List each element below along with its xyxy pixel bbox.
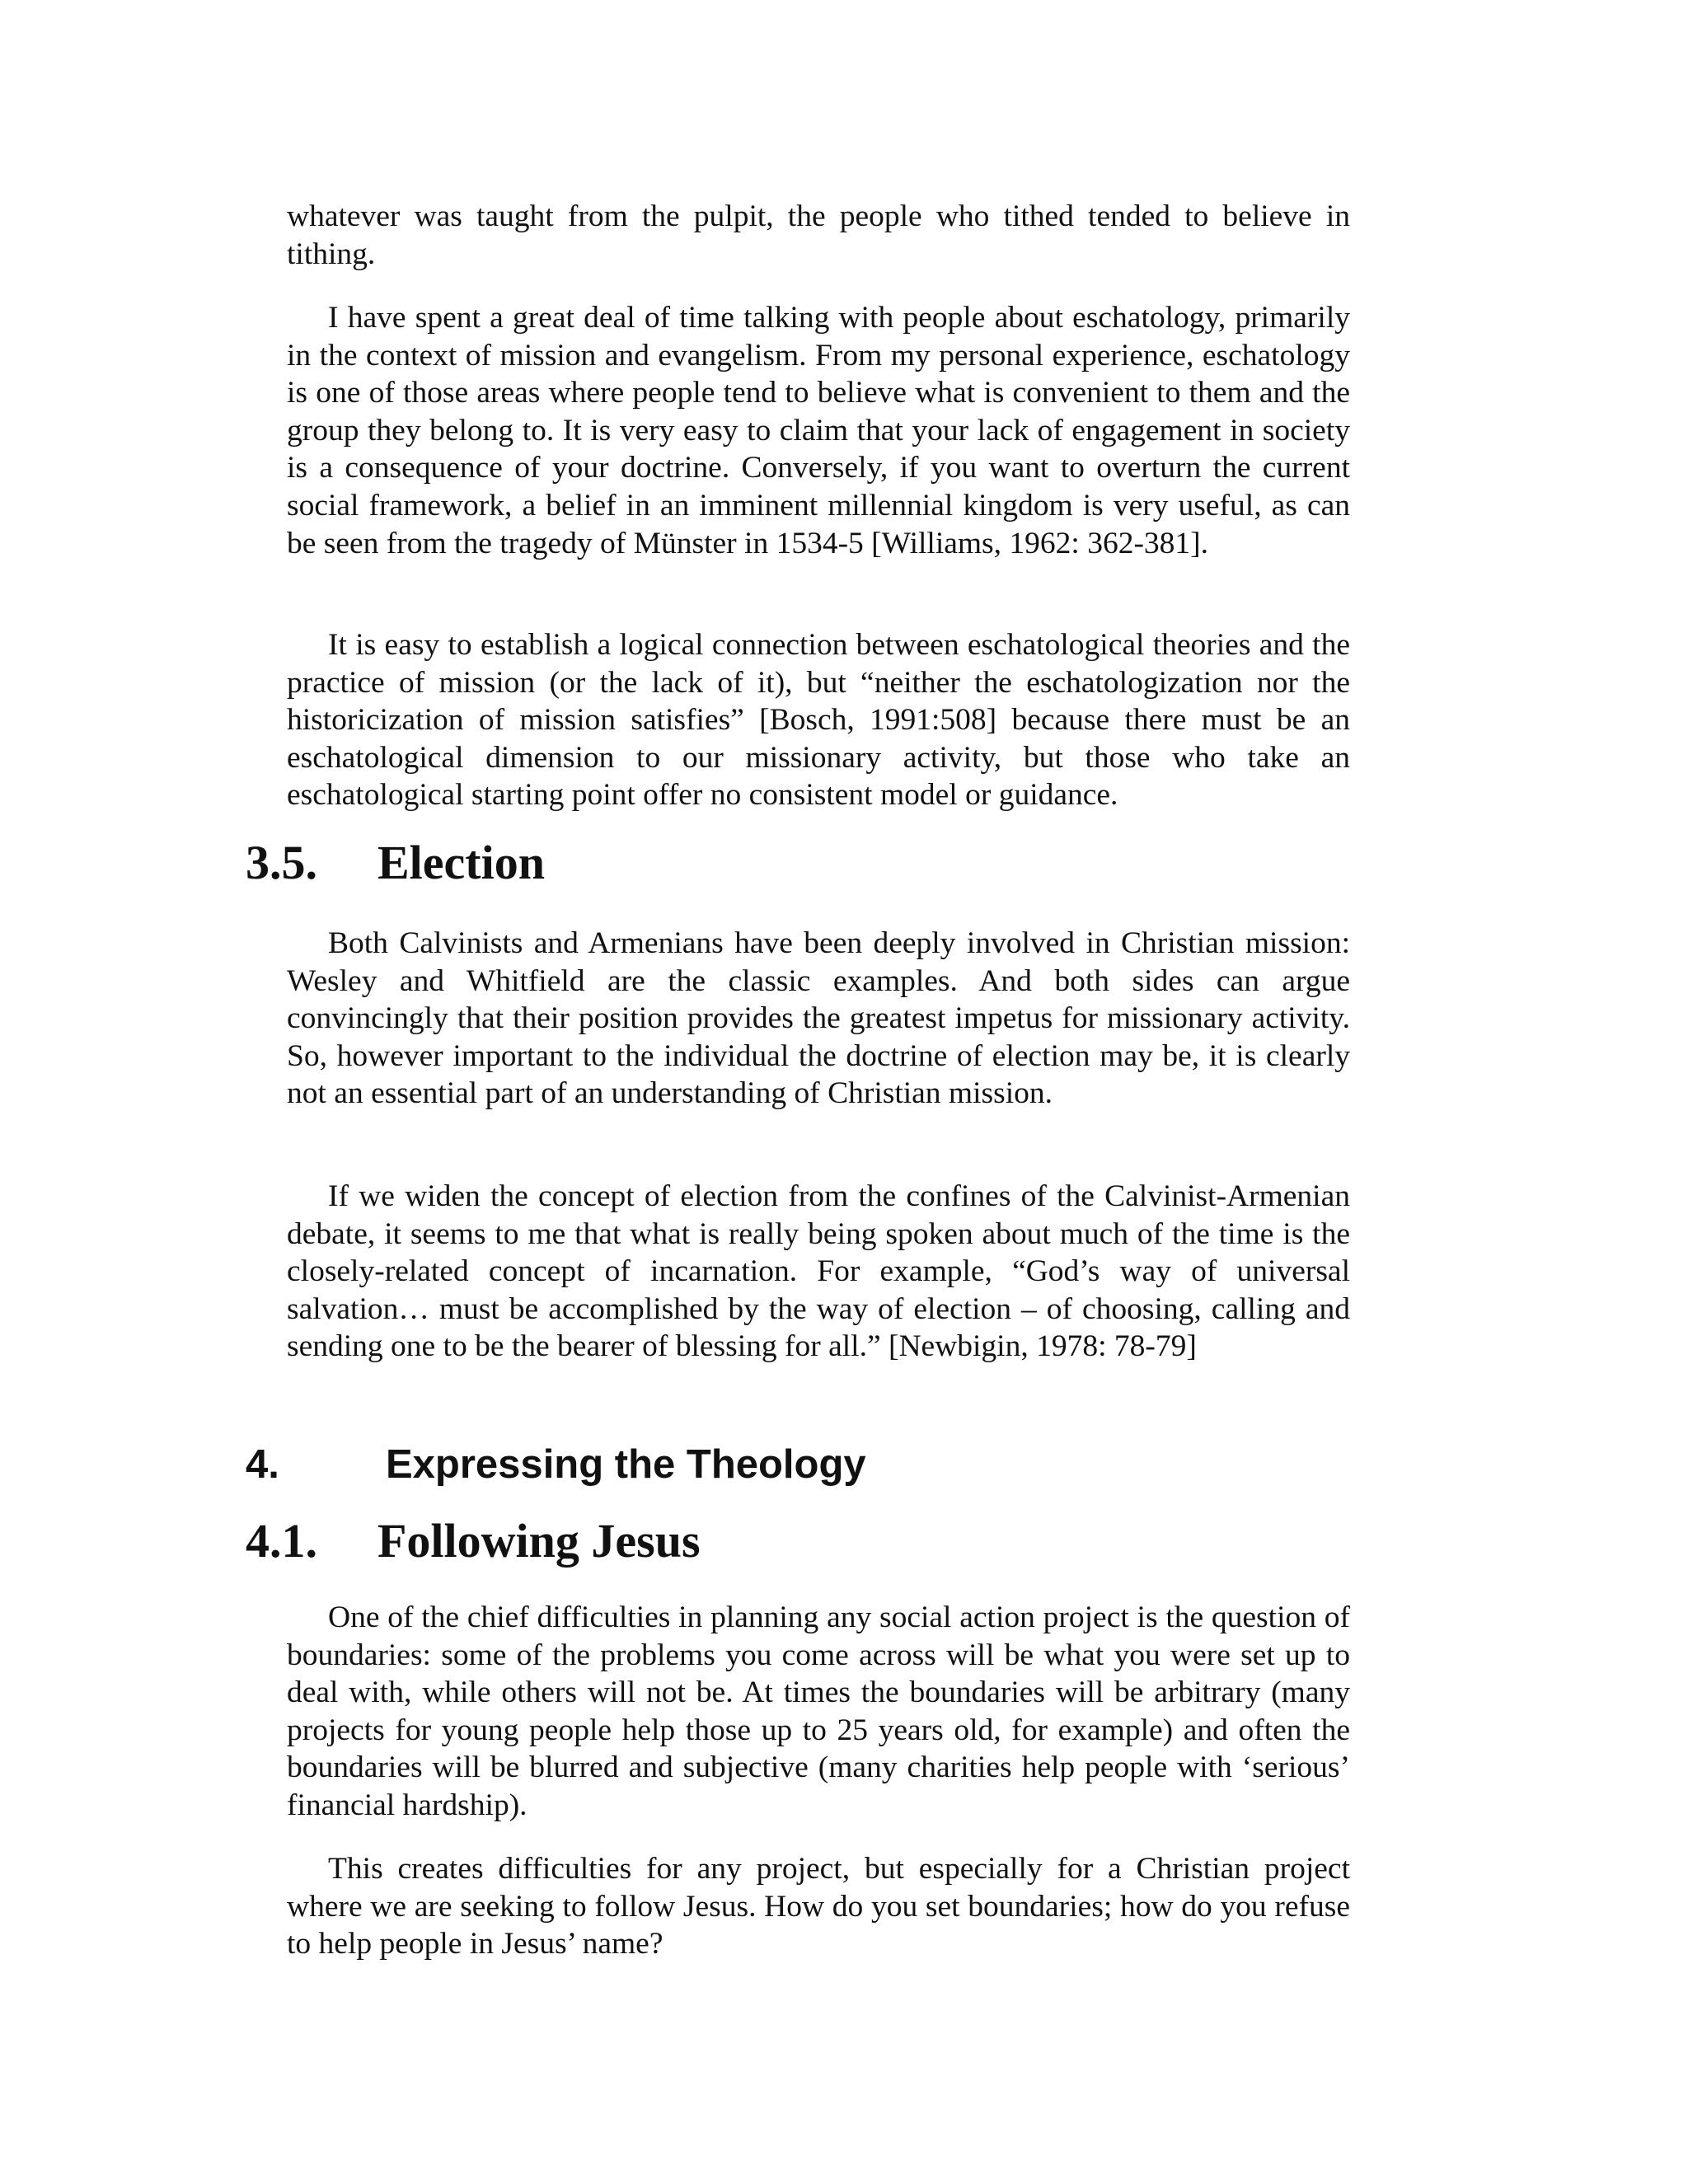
paragraph-eschatology-experience: I have spent a great deal of time talking with people about eschatology, primarily in the context of mission and evangelism. From my personal experience, eschatology is one of those areas where people tend to believe what is convenient to them and the group they belong to. It is very easy to claim that your lack of engagement in society is a consequence of your doctrine. Conversely, if you want to overturn the current social framework, a belief in an imminent millennial kingdom is very useful, as can be seen from the tragedy of Münster in 1534-5 [Williams, 1962: 362-381].	[287, 301, 1350, 560]
chapter-heading-expressing-theology	[246, 1440, 866, 1489]
paragraph-eschatology-mission: It is easy to establish a logical connection between eschatological theories and the practice of mission (or the lack of it), but “neither the eschatologization nor the historicization of mission satisfies” [Bosch, 1991:508] because there must be an eschatological dimension to our missionary activity, but those who take an eschatological starting point offer no consistent model or guidance.	[287, 628, 1350, 813]
chapter-title: Expressing the Theology	[386, 1442, 866, 1487]
section-title: Following Jesus	[377, 1514, 701, 1568]
paragraph-election-incarnation: If we widen the concept of election from the confines of the Calvinist-Armenian debate, it seems to me that what is really being spoken about much of the time is the closely-related concept of incarnation. For example, “God’s way of universal salvation… must be accomplished by the way of election – of choosing, calling and sending one to be the bearer of blessing for all.” [Newbigin, 1978: 78-79]	[287, 1179, 1350, 1364]
paragraph-christian-project: This creates difficulties for any project, but especially for a Christian project where we are seeking to follow Jesus. How do you set boundaries; how do you refuse to help people in Jesus’ name?	[287, 1852, 1350, 1961]
paragraph-calvinists-armenians: Both Calvinists and Armenians have been deeply involved in Christian mission: Wesley and Whitfield are the classic examples. And both sides can argue convincingly that their position provides the greatest impetus for missionary activity. So, however important to the individual the doctrine of election may be, it is clearly not an essential part of an understanding of Christian mission.	[287, 926, 1350, 1111]
paragraph-boundaries: One of the chief difficulties in planning any social action project is the question of boundaries: some of the problems you come across will be what you were set up to deal with, while others will not be. At times the boundaries will be arbitrary (many projects for young people help those up to 25 years old, for example) and often the boundaries will be blurred and subjective (many charities help people with ‘serious’ financial hardship).	[287, 1601, 1350, 1822]
paragraph-continuation: whatever was taught from the pulpit, the people who tithed tended to believe in tithing.	[287, 199, 1350, 271]
section-heading-following-jesus	[246, 1513, 701, 1569]
section-number: 3.5.	[246, 836, 317, 889]
section-number: 4.1.	[246, 1514, 317, 1568]
chapter-number: 4.	[246, 1442, 279, 1487]
section-title: Election	[377, 836, 545, 889]
section-heading-election	[246, 835, 545, 891]
